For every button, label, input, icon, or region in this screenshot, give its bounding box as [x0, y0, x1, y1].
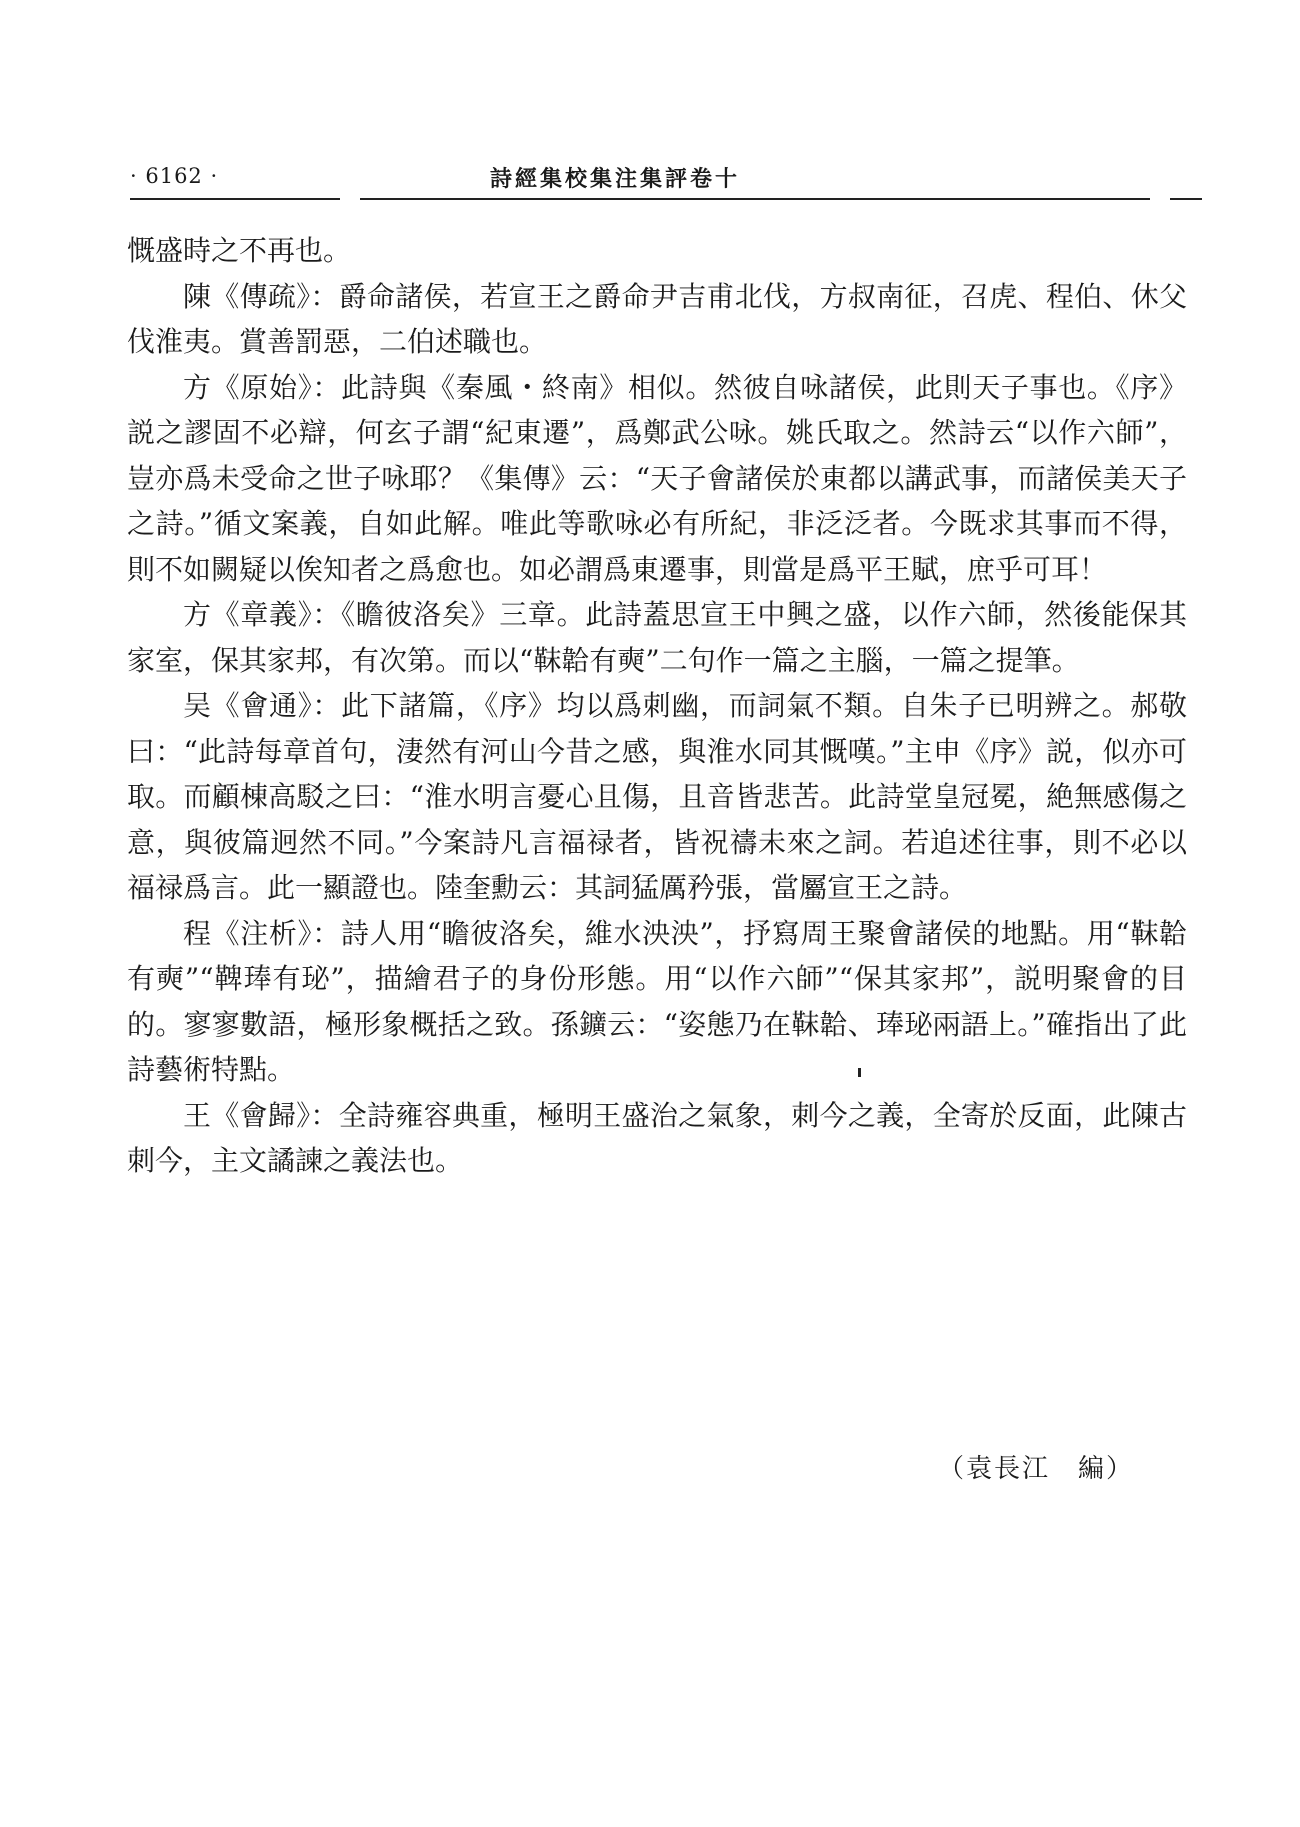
paragraph-wu-huitong: 吴《會通》：此下諸篇，《序》均以爲刺幽，而詞氣不類。自朱子已明辨之。郝敬曰：“此詩每章首句，淒然有河山今昔之感，與淮水同其慨嘆。”主申《序》説，似亦可取。而顧棟高駁之曰：“淮水明言憂心且傷，且音皆悲苦。此詩堂皇冠冕，絶無感傷之意，與彼篇迥然不同。”今案詩凡言福禄者，皆祝禱未來之詞。若追述往事，則不必以福禄爲言。此一顯證也。陸奎勳云：其詞猛厲矜張，當屬宣王之詩。: [127, 689, 1187, 904]
header-rule-left: [130, 198, 340, 200]
header-rule-main: [360, 198, 1150, 200]
paragraph-cheng-zhuxi: 程《注析》：詩人用“瞻彼洛矣，維水泱泱”，抒寫周王聚會諸侯的地點。用“靺韐有奭”“鞞琫有珌”，描繪君子的身份形態。用“以作六師”“保其家邦”，説明聚會的目的。寥寥數語，極形象概括之致。孫鑛云：“姿態乃在靺韐、琫珌兩語上。”確指出了此詩藝術特點。: [127, 916, 1187, 1086]
paragraph-continuation: 慨盛時之不再也。: [127, 234, 352, 267]
page-header: [0, 160, 1300, 200]
running-title: 詩經集校集注集評卷十: [490, 166, 741, 192]
editor-credit: （袁長江 編）: [938, 1454, 1135, 1484]
paragraph-wang-huigui: 王《會歸》：全詩雍容典重，極明王盛治之氣象，刺今之義，全寄於反面，此陳古刺今，主文譎諫之義法也。: [127, 1098, 1187, 1177]
header-rule-right: [1170, 198, 1202, 200]
print-speck: [858, 1068, 861, 1077]
paragraph-fang-zhangyi: 方《章義》：《瞻彼洛矣》三章。此詩蓋思宣王中興之盛，以作六師，然後能保其家室，保其家邦，有次第。而以“靺韐有奭”二句作一篇之主腦，一篇之提筆。: [127, 598, 1187, 677]
body-text: [127, 228, 1187, 1184]
page-number: · 6162 ·: [130, 164, 219, 188]
paragraph-fang-yuanshi: 方《原始》：此詩與《秦風・終南》相似。然彼自咏諸侯，此則天子事也。《序》説之謬固不必辯，何玄子謂“紀東遷”，爲鄭武公咏。姚氏取之。然詩云“以作六師”，豈亦爲未受命之世子咏耶？《集傳》云：“天子會諸侯於東都以講武事，而諸侯美天子之詩。”循文案義，自如此解。唯此等歌咏必有所紀，非泛泛者。今既求其事而不得，則不如闕疑以俟知者之爲愈也。如必謂爲東遷事，則當是爲平王賦，庶乎可耳！: [127, 370, 1187, 586]
paragraph-chen-zhuanshu: 陳《傳疏》：爵命諸侯，若宣王之爵命尹吉甫北伐，方叔南征，召虎、程伯、休父伐淮夷。賞善罰惡，二伯述職也。: [127, 279, 1187, 358]
